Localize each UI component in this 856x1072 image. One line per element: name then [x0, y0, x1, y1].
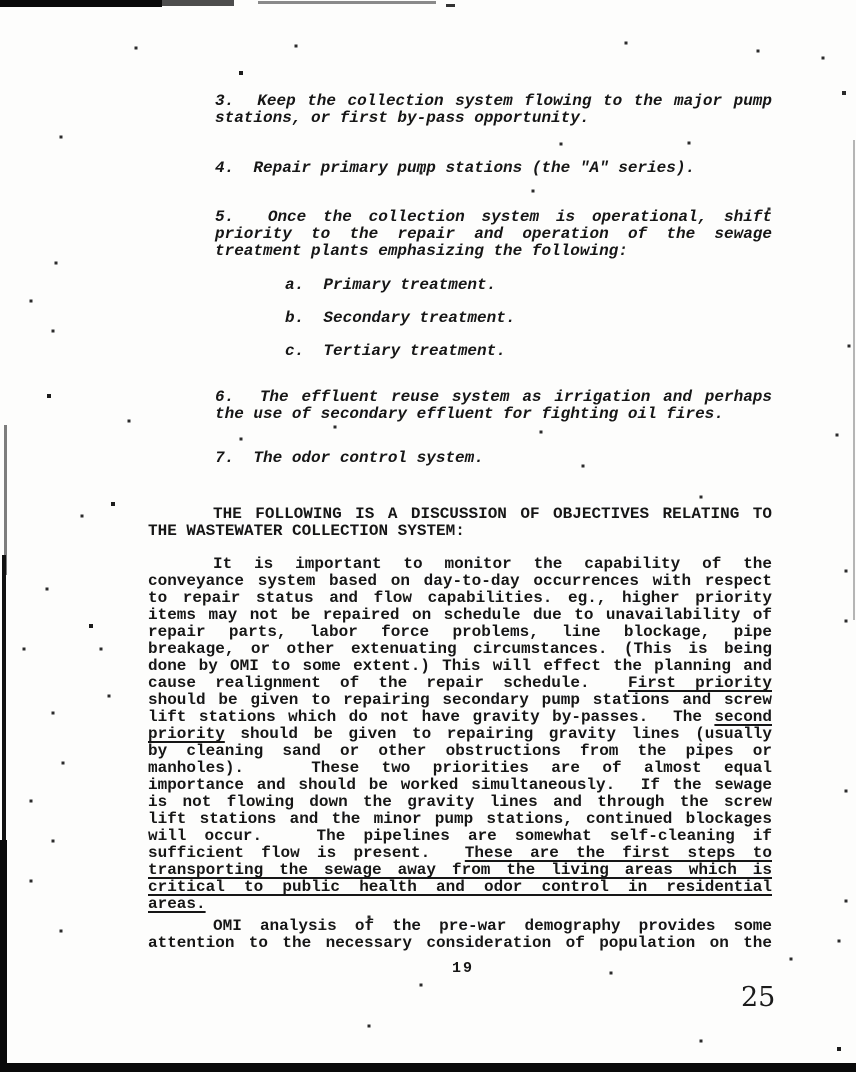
text-line — [148, 879, 772, 896]
text-line: THE FOLLOWING IS A DISCUSSION OF OBJECTIVES RELATING TO — [213, 505, 772, 523]
text-line — [148, 896, 772, 913]
text-line: stations, or first by-pass opportunity. — [215, 109, 590, 127]
scan-edge-left-faint — [4, 425, 7, 575]
text-line: conveyance system based on day-to-day occurrences with respect — [148, 572, 772, 590]
text-line: importance and should be worked simultaneously. If the sewage — [148, 776, 772, 794]
page-number-stamp: 25 — [741, 982, 776, 1013]
text-line: b. Secondary treatment. — [285, 309, 516, 327]
text-line: will occur. The pipelines are somewhat self-cleaning if — [148, 827, 772, 845]
scan-band-top — [0, 0, 162, 7]
text-line: OMI analysis of the pre-war demography provides some — [213, 917, 772, 935]
text-line: attention to the necessary consideration of population on the — [148, 934, 772, 952]
text-line: cause realignment of the repair schedule. First priority — [148, 674, 772, 692]
underlined-text: transporting the sewage away from the living areas which is — [148, 861, 772, 879]
scan-band-top-fade — [162, 0, 234, 6]
scan-edge-right-faint — [853, 140, 855, 620]
underlined-text: First priority — [627, 674, 772, 692]
text-line: the use of secondary effluent for fighting oil fires. — [215, 405, 724, 423]
text-line: treatment plants emphasizing the following: — [215, 242, 628, 260]
text-line: a. Primary treatment. — [285, 276, 497, 294]
list-item-7 — [215, 450, 772, 467]
sub-item-b — [285, 310, 755, 327]
text-line: THE WASTEWATER COLLECTION SYSTEM: — [148, 522, 465, 540]
text-line: to repair status and flow capabilities. eg., higher priority — [148, 589, 772, 607]
text-line: 3. Keep the collection system flowing to the major pump — [215, 92, 772, 110]
text-line: priority to the repair and operation of the sewage — [215, 225, 772, 243]
text-line: 7. The odor control system. — [215, 449, 484, 467]
text-line: priority should be given to repairing gravity lines (usually — [148, 725, 772, 743]
scan-band-bottom — [0, 1063, 856, 1072]
underlined-text: areas. — [148, 895, 206, 913]
text-line: repair parts, labor force problems, line blockage, pipe — [148, 623, 772, 641]
page-number-printed: 19 — [452, 960, 475, 977]
text-line: lift stations which do not have gravity by-passes. The second — [148, 708, 772, 726]
text-line: is not flowing down the gravity lines and through the screw — [148, 793, 772, 811]
list-item-6 — [215, 389, 772, 423]
text-line: 5. Once the collection system is operational, shift — [215, 208, 772, 226]
text-line: manholes). These two priorities are of almost equal — [148, 759, 772, 777]
underlined-text: priority — [148, 725, 225, 743]
list-item-4 — [215, 160, 772, 177]
scan-band-top-dash — [446, 4, 455, 7]
text-line — [148, 862, 772, 879]
paragraph-omi-analysis — [148, 918, 772, 952]
text-line: should be given to repairing secondary pump stations and screw — [148, 691, 772, 709]
list-item-3 — [215, 93, 772, 127]
underlined-text: These are the first steps to — [464, 844, 772, 862]
text-line: It is important to monitor the capability of the — [213, 555, 772, 573]
scan-edge-left-bottom — [0, 840, 7, 1072]
sub-item-a — [285, 277, 755, 294]
underlined-text: second — [714, 708, 772, 726]
text-line: breakage, or other extenuating circumstances. (This is being — [148, 640, 772, 658]
text-line: items may not be repaired on schedule due to unavailability of — [148, 606, 772, 624]
underlined-text: critical to public health and odor control in residential — [148, 878, 772, 896]
sub-item-c — [285, 343, 755, 360]
text-line: sufficient flow is present. These are the first steps to — [148, 844, 772, 862]
text-line: 6. The effluent reuse system as irrigation and perhaps — [215, 388, 772, 406]
paragraph-monitoring — [148, 556, 772, 913]
scan-band-top-streak — [258, 1, 436, 4]
list-item-5 — [215, 209, 772, 260]
text-line: by cleaning sand or other obstructions from the pipes or — [148, 742, 772, 760]
scan-noise-specks — [0, 0, 2, 2]
text-line: 4. Repair primary pump stations (the "A" series). — [215, 159, 696, 177]
section-heading — [148, 506, 772, 540]
text-line: c. Tertiary treatment. — [285, 342, 506, 360]
text-line: done by OMI to some extent.) This will effect the planning and — [148, 657, 772, 675]
text-line: lift stations and the minor pump stations, continued blockages — [148, 810, 772, 828]
